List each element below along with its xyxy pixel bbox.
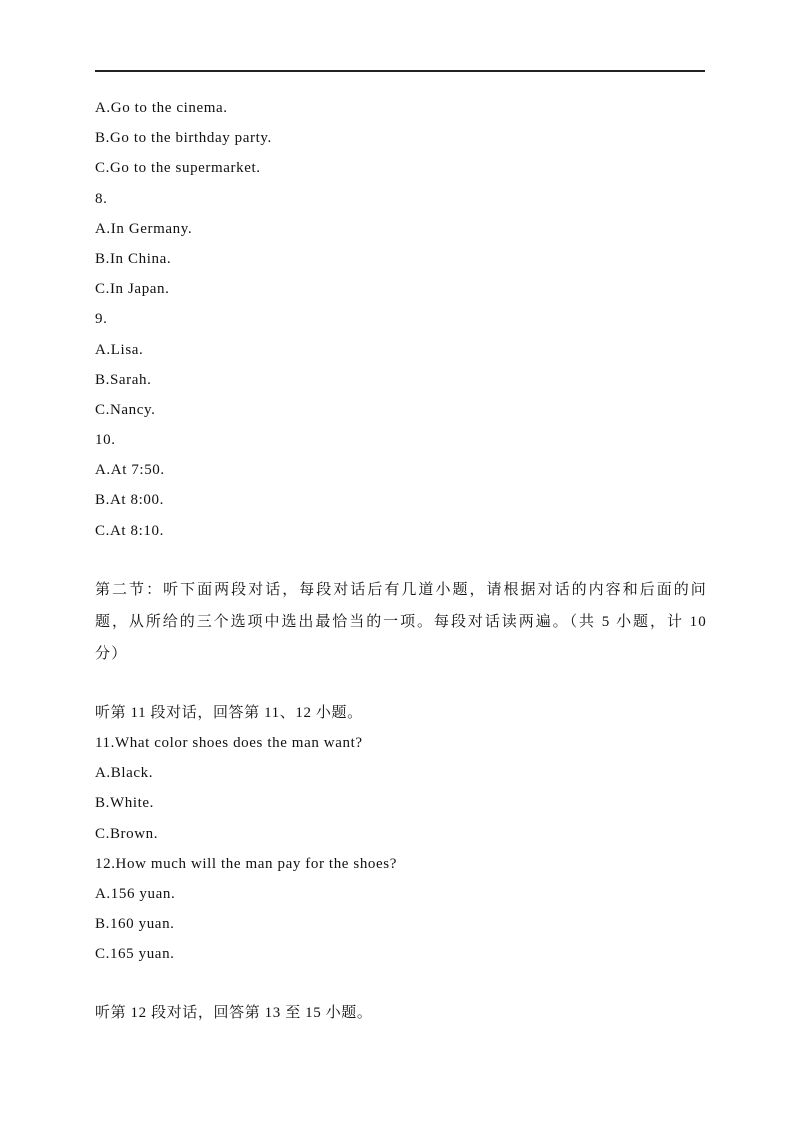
q7-option-c: C.Go to the supermarket. xyxy=(95,160,261,177)
q7-option-a: A.Go to the cinema. xyxy=(95,100,228,116)
q9-option-b: B.Sarah. xyxy=(95,371,152,388)
q12-option-a: A.156 yuan. xyxy=(95,885,176,902)
q8-option-a: A.In Germany. xyxy=(95,220,193,237)
q10-option-b: B.At 8:00. xyxy=(95,492,164,509)
q10-option-c: C.At 8:10. xyxy=(95,522,164,539)
q7-option-b: B.Go to the birthday party. xyxy=(95,130,272,147)
dialog11-heading: 听第 11 段对话，回答第 11、12 小题。 xyxy=(95,704,363,721)
q12-option-b: B.160 yuan. xyxy=(95,916,175,933)
q10-option-a: A.At 7:50. xyxy=(95,462,165,479)
section2-instructions: 第二节：听下面两段对话，每段对话后有几道小题，请根据对话的内容和后面的问题，从所给的三个选项中选出最恰当的一项。每段对话读两遍。（共 5 小题，计 10 分） xyxy=(95,581,707,662)
q12-question: 12.How much will the man pay for the shoes? xyxy=(95,855,397,872)
header-rule xyxy=(95,70,705,72)
q9-number: 9. xyxy=(95,311,108,328)
q9-option-a: A.Lisa. xyxy=(95,341,144,358)
q12-option-c: C.165 yuan. xyxy=(95,946,175,963)
page-content xyxy=(95,93,715,1028)
q8-option-b: B.In China. xyxy=(95,250,172,267)
spacer xyxy=(95,546,715,574)
q11-option-b: B.White. xyxy=(95,795,154,812)
q10-number: 10. xyxy=(95,432,116,449)
q8-option-c: C.In Japan. xyxy=(95,281,170,298)
spacer xyxy=(95,970,715,998)
q11-question: 11.What color shoes does the man want? xyxy=(95,735,363,751)
q8-number: 8. xyxy=(95,190,108,207)
q11-option-c: C.Brown. xyxy=(95,825,159,842)
q9-option-c: C.Nancy. xyxy=(95,401,156,418)
spacer xyxy=(95,670,715,698)
dialog12-heading: 听第 12 段对话，回答第 13 至 15 小题。 xyxy=(95,1004,373,1021)
q11-option-a: A.Black. xyxy=(95,765,154,782)
